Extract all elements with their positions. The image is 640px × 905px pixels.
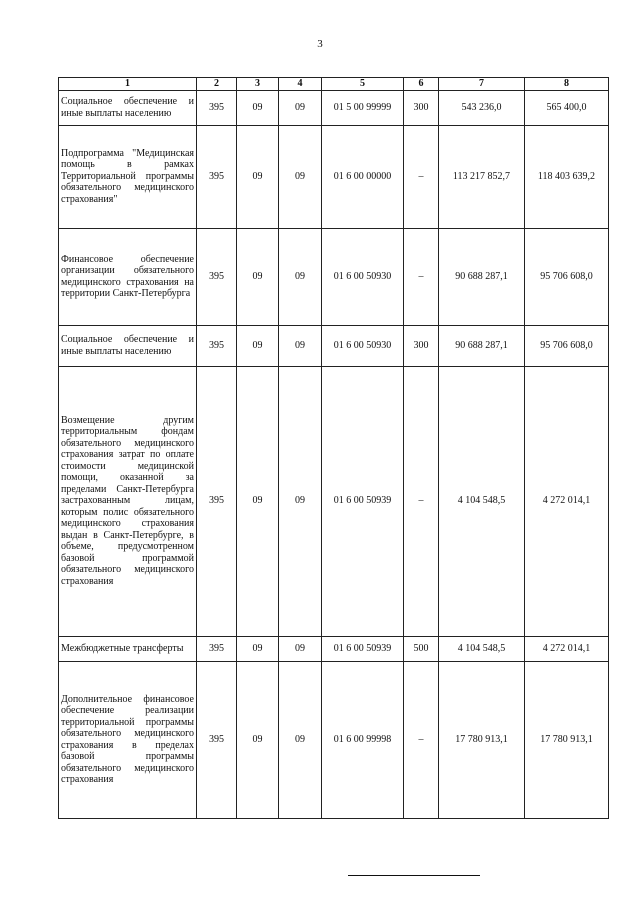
amount-year-2-cell: 565 400,0	[525, 90, 609, 125]
admin-code-cell: 395	[197, 636, 237, 661]
item-name-cell: Подпрограмма "Медицинская помощь в рамках Территориальной программы обязательного медицинского страхования"	[59, 125, 197, 228]
target-article-cell: 01 6 00 00000	[322, 125, 404, 228]
section-cell: 09	[237, 228, 279, 325]
column-header: 3	[237, 78, 279, 91]
column-header: 1	[59, 78, 197, 91]
page-number: 3	[317, 38, 323, 50]
expense-type-cell: 500	[404, 636, 439, 661]
expense-type-cell: –	[404, 366, 439, 636]
signature-line	[348, 875, 480, 876]
expense-type-cell: –	[404, 125, 439, 228]
subsection-cell: 09	[279, 366, 322, 636]
section-cell: 09	[237, 366, 279, 636]
section-cell: 09	[237, 90, 279, 125]
amount-year-1-cell: 113 217 852,7	[439, 125, 525, 228]
amount-year-1-cell: 4 104 548,5	[439, 366, 525, 636]
section-cell: 09	[237, 661, 279, 818]
budget-table	[58, 77, 609, 819]
table-row	[59, 366, 609, 636]
subsection-cell: 09	[279, 325, 322, 366]
amount-year-2-cell: 4 272 014,1	[525, 366, 609, 636]
amount-year-1-cell: 4 104 548,5	[439, 636, 525, 661]
subsection-cell: 09	[279, 661, 322, 818]
target-article-cell: 01 6 00 50930	[322, 325, 404, 366]
amount-year-1-cell: 90 688 287,1	[439, 325, 525, 366]
section-cell: 09	[237, 125, 279, 228]
amount-year-1-cell: 17 780 913,1	[439, 661, 525, 818]
table-row	[59, 325, 609, 366]
expense-type-cell: –	[404, 228, 439, 325]
header-row	[59, 78, 609, 91]
column-header: 6	[404, 78, 439, 91]
admin-code-cell: 395	[197, 366, 237, 636]
item-name-cell: Межбюджетные трансферты	[59, 636, 197, 661]
item-name-cell: Финансовое обеспечение организации обязательного медицинского страхования на территории Санкт-Петербурга	[59, 228, 197, 325]
section-cell: 09	[237, 325, 279, 366]
admin-code-cell: 395	[197, 228, 237, 325]
subsection-cell: 09	[279, 636, 322, 661]
column-header: 8	[525, 78, 609, 91]
subsection-cell: 09	[279, 125, 322, 228]
section-cell: 09	[237, 636, 279, 661]
amount-year-2-cell: 95 706 608,0	[525, 228, 609, 325]
column-header: 5	[322, 78, 404, 91]
target-article-cell: 01 5 00 99999	[322, 90, 404, 125]
amount-year-1-cell: 543 236,0	[439, 90, 525, 125]
target-article-cell: 01 6 00 50939	[322, 636, 404, 661]
table-row	[59, 228, 609, 325]
column-header: 4	[279, 78, 322, 91]
item-name-cell: Дополнительное финансовое обеспечение реализации территориальной программы обязательного медицинского страхования в пределах базовой программы обязательного медицинского страхования	[59, 661, 197, 818]
table-row	[59, 636, 609, 661]
target-article-cell: 01 6 00 50939	[322, 366, 404, 636]
amount-year-2-cell: 17 780 913,1	[525, 661, 609, 818]
amount-year-2-cell: 4 272 014,1	[525, 636, 609, 661]
admin-code-cell: 395	[197, 325, 237, 366]
target-article-cell: 01 6 00 99998	[322, 661, 404, 818]
table-row	[59, 125, 609, 228]
amount-year-1-cell: 90 688 287,1	[439, 228, 525, 325]
item-name-cell: Социальное обеспечение и иные выплаты населению	[59, 325, 197, 366]
admin-code-cell: 395	[197, 125, 237, 228]
subsection-cell: 09	[279, 90, 322, 125]
expense-type-cell: 300	[404, 325, 439, 366]
item-name-cell: Возмещение другим территориальным фондам обязательного медицинского страхования затрат по оплате стоимости медицинской помощи, оказанной за пределами Санкт-Петербурга застрахованным лицам, которым полис обязательного медицинского страхования выдан в Санкт-Петербурге, в объеме, предусмотренном базовой программой обязательного медицинского страхования	[59, 366, 197, 636]
amount-year-2-cell: 118 403 639,2	[525, 125, 609, 228]
column-header: 7	[439, 78, 525, 91]
table-row	[59, 90, 609, 125]
item-name-cell: Социальное обеспечение и иные выплаты населению	[59, 90, 197, 125]
amount-year-2-cell: 95 706 608,0	[525, 325, 609, 366]
expense-type-cell: 300	[404, 90, 439, 125]
table-row	[59, 661, 609, 818]
admin-code-cell: 395	[197, 661, 237, 818]
admin-code-cell: 395	[197, 90, 237, 125]
column-header: 2	[197, 78, 237, 91]
expense-type-cell: –	[404, 661, 439, 818]
target-article-cell: 01 6 00 50930	[322, 228, 404, 325]
subsection-cell: 09	[279, 228, 322, 325]
